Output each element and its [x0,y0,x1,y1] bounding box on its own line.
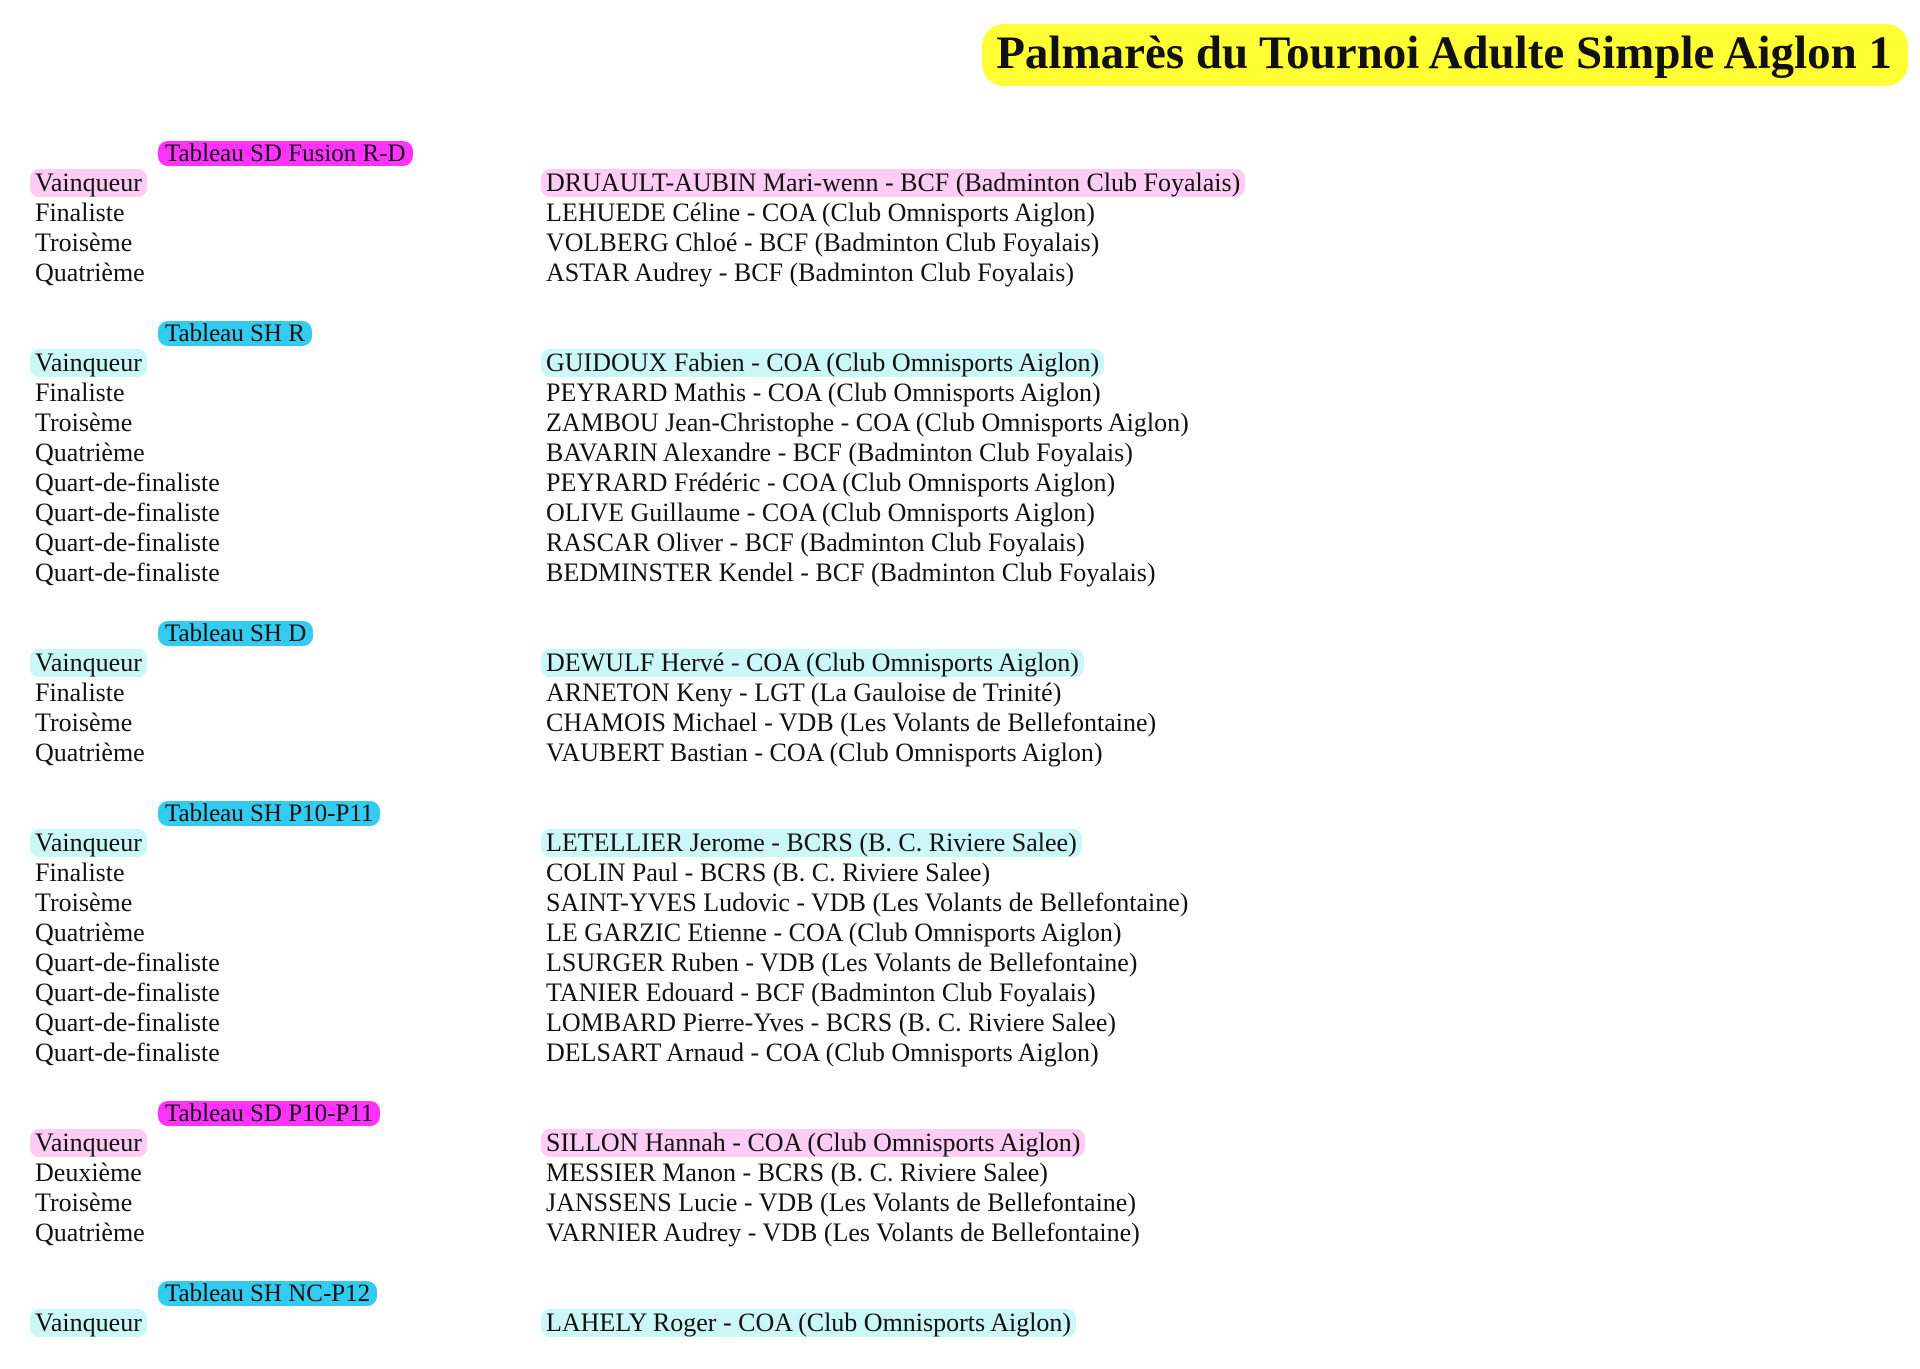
section-header [0,1279,1920,1309]
player-name: VARNIER Audrey - VDB (Les Volants de Bellefontaine) [546,1218,1140,1247]
player-name: LAHELY Roger - COA (Club Omnisports Aiglon) [541,1309,1076,1337]
player-name: VAUBERT Bastian - COA (Club Omnisports Aiglon) [546,738,1103,767]
section-header [0,619,1920,649]
results-section [0,139,1920,289]
player-name: ZAMBOU Jean-Christophe - COA (Club Omnisports Aiglon) [546,408,1189,437]
player-name: SILLON Hannah - COA (Club Omnisports Aiglon) [541,1129,1085,1157]
player-name: CHAMOIS Michael - VDB (Les Volants de Bellefontaine) [546,708,1157,737]
rank-label: Troisème [35,228,133,257]
result-row [0,559,1920,589]
section-header [0,139,1920,169]
result-row [0,709,1920,739]
rank-label: Quart-de-finaliste [35,1008,220,1037]
result-row [0,499,1920,529]
rank-label: Quart-de-finaliste [35,558,220,587]
result-row [0,229,1920,259]
player-name: RASCAR Oliver - BCF (Badminton Club Foyalais) [546,528,1085,557]
result-row [0,979,1920,1009]
rank-label: Vainqueur [30,349,147,377]
player-name: LSURGER Ruben - VDB (Les Volants de Bellefontaine) [546,948,1138,977]
result-row [0,439,1920,469]
player-name: BEDMINSTER Kendel - BCF (Badminton Club Foyalais) [546,558,1156,587]
result-row [0,259,1920,289]
section-title: Tableau SD Fusion R-D [158,141,413,166]
rank-label: Finaliste [35,858,125,887]
result-row [0,949,1920,979]
rank-label: Quatrième [35,918,145,947]
player-name: VOLBERG Chloé - BCF (Badminton Club Foyalais) [546,228,1100,257]
page-title: Palmarès du Tournoi Adulte Simple Aiglon 1 [982,24,1908,86]
section-title: Tableau SH P10-P11 [158,801,380,826]
player-name: ASTAR Audrey - BCF (Badminton Club Foyalais) [546,258,1075,287]
result-row [0,859,1920,889]
player-name: DRUAULT-AUBIN Mari-wenn - BCF (Badminton Club Foyalais) [541,169,1245,197]
results-section [0,799,1920,1069]
result-row [0,919,1920,949]
rank-label: Deuxième [35,1158,142,1187]
rank-label: Quart-de-finaliste [35,948,220,977]
result-row [0,529,1920,559]
result-row [0,1009,1920,1039]
rank-label: Finaliste [35,198,125,227]
result-row [0,739,1920,769]
rank-label: Vainqueur [30,829,147,857]
player-name: DEWULF Hervé - COA (Club Omnisports Aiglon) [541,649,1084,677]
rank-label: Quatrième [35,438,145,467]
player-name: COLIN Paul - BCRS (B. C. Riviere Salee) [546,858,991,887]
player-name: GUIDOUX Fabien - COA (Club Omnisports Aiglon) [541,349,1104,377]
rank-label: Troisème [35,1188,133,1217]
rank-label: Quart-de-finaliste [35,978,220,1007]
result-row [0,349,1920,379]
player-name: OLIVE Guillaume - COA (Club Omnisports Aiglon) [546,498,1095,527]
results-section [0,319,1920,589]
section-title: Tableau SH R [158,321,312,346]
rank-label: Quatrième [35,1218,145,1247]
result-row [0,1189,1920,1219]
rank-label: Quart-de-finaliste [35,1038,220,1067]
player-name: DELSART Arnaud - COA (Club Omnisports Aiglon) [546,1038,1099,1067]
results-section [0,1099,1920,1249]
rank-label: Quart-de-finaliste [35,468,220,497]
result-row [0,1309,1920,1339]
rank-label: Vainqueur [30,1309,147,1337]
rank-label: Quatrième [35,258,145,287]
player-name: TANIER Edouard - BCF (Badminton Club Foyalais) [546,978,1096,1007]
player-name: LEHUEDE Céline - COA (Club Omnisports Aiglon) [546,198,1095,227]
result-row [0,1129,1920,1159]
results-section [0,1279,1920,1339]
rank-label: Troisème [35,888,133,917]
section-title: Tableau SH NC-P12 [158,1281,377,1306]
player-name: PEYRARD Mathis - COA (Club Omnisports Aiglon) [546,378,1101,407]
result-row [0,469,1920,499]
section-header [0,1099,1920,1129]
result-row [0,1219,1920,1249]
result-row [0,679,1920,709]
rank-label: Vainqueur [30,169,147,197]
rank-label: Vainqueur [30,649,147,677]
result-row [0,169,1920,199]
player-name: BAVARIN Alexandre - BCF (Badminton Club Foyalais) [546,438,1133,467]
rank-label: Vainqueur [30,1129,147,1157]
result-row [0,379,1920,409]
result-row [0,1159,1920,1189]
results-list [0,139,1920,1369]
rank-label: Troisème [35,408,133,437]
player-name: PEYRARD Frédéric - COA (Club Omnisports Aiglon) [546,468,1116,497]
section-title: Tableau SD P10-P11 [158,1101,380,1126]
rank-label: Finaliste [35,378,125,407]
result-row [0,1039,1920,1069]
rank-label: Quatrième [35,738,145,767]
player-name: MESSIER Manon - BCRS (B. C. Riviere Salee) [546,1158,1048,1187]
section-title: Tableau SH D [158,621,313,646]
rank-label: Troisème [35,708,133,737]
player-name: JANSSENS Lucie - VDB (Les Volants de Bellefontaine) [546,1188,1136,1217]
section-header [0,799,1920,829]
result-row [0,649,1920,679]
result-row [0,199,1920,229]
section-header [0,319,1920,349]
player-name: ARNETON Keny - LGT (La Gauloise de Trinité) [546,678,1062,707]
rank-label: Quart-de-finaliste [35,498,220,527]
player-name: SAINT-YVES Ludovic - VDB (Les Volants de Bellefontaine) [546,888,1189,917]
results-section [0,619,1920,769]
result-row [0,409,1920,439]
result-row [0,889,1920,919]
result-row [0,829,1920,859]
rank-label: Finaliste [35,678,125,707]
player-name: LE GARZIC Etienne - COA (Club Omnisports Aiglon) [546,918,1122,947]
player-name: LOMBARD Pierre-Yves - BCRS (B. C. Riviere Salee) [546,1008,1117,1037]
player-name: LETELLIER Jerome - BCRS (B. C. Riviere Salee) [541,829,1082,857]
rank-label: Quart-de-finaliste [35,528,220,557]
